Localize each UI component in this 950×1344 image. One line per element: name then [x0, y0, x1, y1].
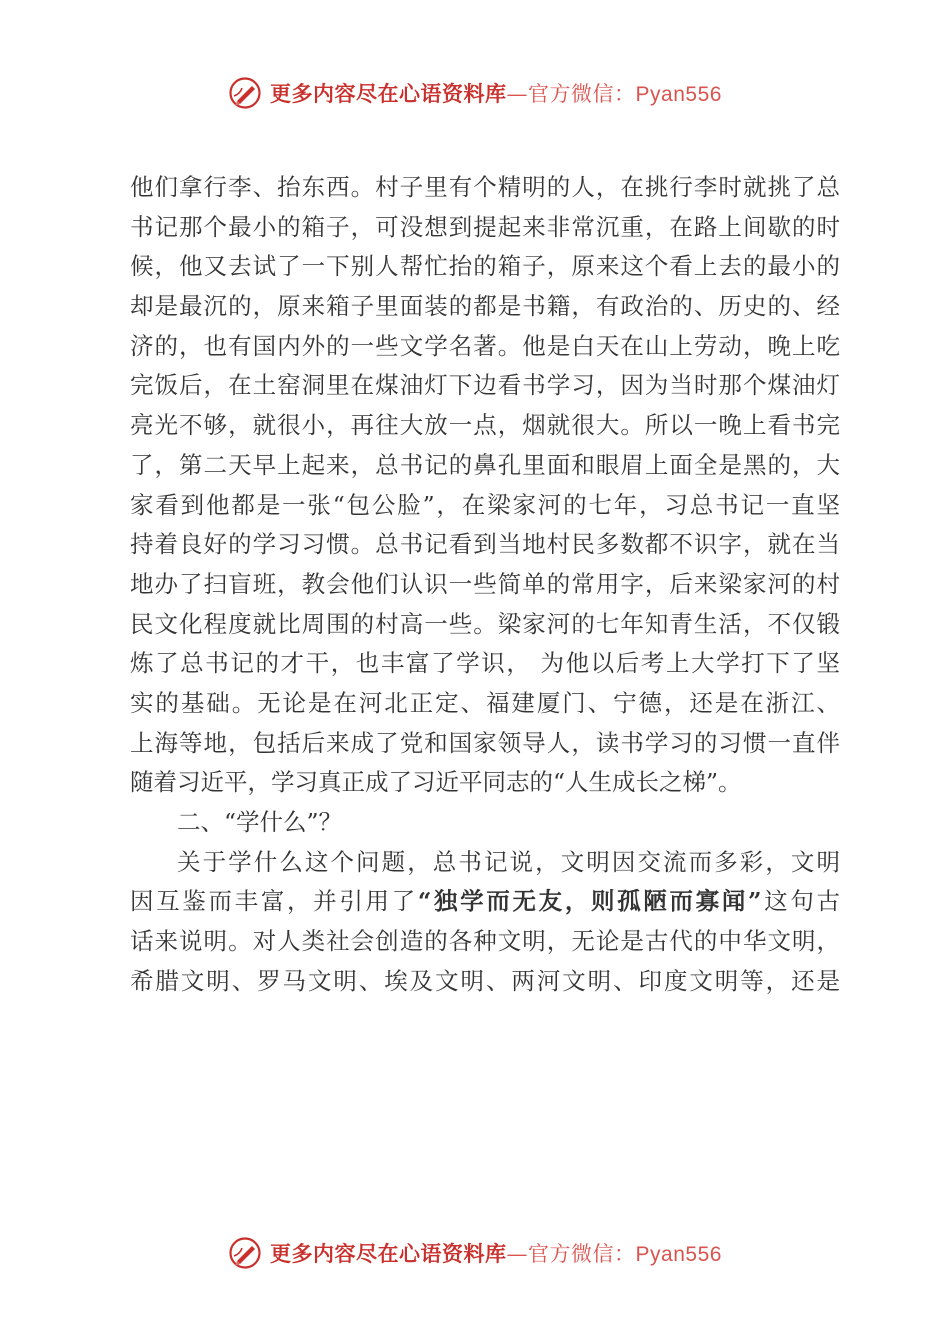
- body-line: 炼了总书记的才干，也丰富了学识， 为他以后考上大学打下了坚: [130, 649, 840, 678]
- footer-brand: 更多内容尽在心语资料库: [270, 1241, 507, 1266]
- bold-quote: “独学而无友，则孤陋而寡闻”: [417, 887, 762, 916]
- body-line: 他们拿行李、抬东西。村子里有个精明的人，在挑行李时就挑了总: [130, 173, 840, 201]
- footer-banner: [0, 1233, 950, 1273]
- header-text: [270, 78, 722, 108]
- body-line-with-quote: [130, 882, 840, 922]
- header-dash: —: [506, 82, 529, 106]
- footer-dash: —: [506, 1242, 529, 1266]
- body-line: 实的基础。无论是在河北正定、福建厦门、宁德，还是在浙江、: [130, 688, 840, 717]
- body-line: 家看到他都是一张“包公脸”，在梁家河的七年，习总书记一直坚: [130, 490, 840, 519]
- pen-logo-icon: [228, 76, 262, 110]
- body-line: 上海等地，包括后来成了党和国家领导人，读书学习的习惯一直伴: [130, 728, 840, 757]
- header-wechat-id: Pyan556: [635, 83, 722, 106]
- quote-trail-text: 这句古: [761, 887, 840, 916]
- body-line: 关于学什么这个问题，总书记说，文明因交流而多彩，文明: [177, 847, 840, 876]
- quote-lead-text: 因互鉴而丰富，并引用了: [130, 887, 418, 916]
- body-line: 了，第二天早上起来，总书记的鼻孔里面和眼眉上面全是黑的，大: [130, 450, 840, 479]
- document-body: [130, 168, 840, 1001]
- body-line: 持着良好的学习习惯。总书记看到当地村民多数都不识字，就在当: [130, 530, 840, 559]
- body-line: 亮光不够，就很小，再往大放一点，烟就很大。所以一晚上看书完: [130, 411, 840, 440]
- body-line: 候，他又去试了一下别人帮忙抬的箱子，原来这个看上去的最小的: [130, 252, 840, 281]
- footer-text: [270, 1238, 722, 1268]
- pen-logo-icon: [228, 1236, 262, 1270]
- footer-wechat-id: Pyan556: [635, 1243, 722, 1266]
- body-line: 却是最沉的，原来箱子里面装的都是书籍，有政治的、历史的、经: [130, 292, 840, 321]
- section-heading: 二、“学什么”？: [177, 808, 343, 836]
- footer-wechat-label: 官方微信：: [528, 1242, 636, 1266]
- body-line: 济的，也有国内外的一些文学名著。他是白天在山上劳动，晚上吃: [130, 331, 840, 360]
- body-line: 随着习近平，学习真正成了习近平同志的“人生成长之梯”。: [130, 768, 742, 797]
- body-line: 地办了扫盲班，教会他们认识一些简单的常用字，后来梁家河的村: [130, 569, 840, 598]
- body-line: 希腊文明、罗马文明、埃及文明、两河文明、印度文明等，还是: [130, 966, 840, 995]
- header-brand: 更多内容尽在心语资料库: [270, 81, 507, 106]
- body-line: 民文化程度就比周围的村高一些。梁家河的七年知青生活，不仅锻: [130, 609, 840, 638]
- body-line: 书记那个最小的箱子，可没想到提起来非常沉重，在路上间歇的时: [130, 212, 840, 241]
- header-wechat-label: 官方微信：: [528, 82, 636, 106]
- header-banner: [0, 73, 950, 113]
- body-line: 完饭后，在土窑洞里在煤油灯下边看书学习，因为当时那个煤油灯: [130, 371, 840, 400]
- body-line: 话来说明。对人类社会创造的各种文明，无论是古代的中华文明，: [130, 927, 840, 956]
